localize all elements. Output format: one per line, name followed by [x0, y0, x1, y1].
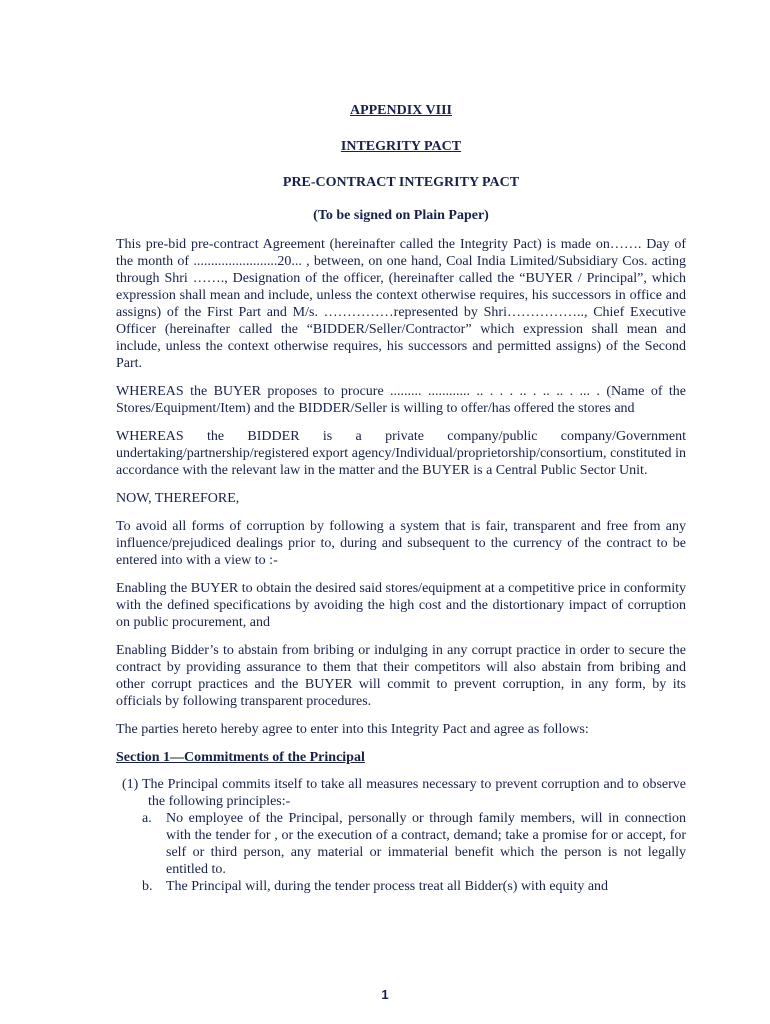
subclause-b — [116, 878, 686, 895]
clause-1: (1) The Principal commits itself to take all measures necessary to prevent corruption and to observe the following principles:- — [122, 777, 686, 809]
appendix-heading: APPENDIX VIII — [349, 103, 453, 118]
document-title: INTEGRITY PACT — [340, 139, 462, 154]
page-number: 1 — [381, 987, 389, 1002]
section-1-title: Section 1—Commitments of the Principal — [116, 750, 365, 765]
subclause-b-marker: b. — [142, 879, 153, 894]
subclause-b-text: The Principal will, during the tender process treat all Bidder(s) with equity and — [166, 879, 609, 894]
signing-note: (To be signed on Plain Paper) — [313, 208, 489, 223]
avoid-corruption-paragraph: To avoid all forms of corruption by following a system that is fair, transparent and free from any influence/prejudiced dealings prior to, during and subsequent to the currency of the contract to be entered into with a view to :- — [116, 519, 686, 568]
document-subtitle: PRE-CONTRACT INTEGRITY PACT — [282, 175, 520, 190]
parties-agree-paragraph: The parties hereto hereby agree to enter into this Integrity Pact and agree as follows: — [116, 722, 589, 737]
now-therefore-paragraph: NOW, THEREFORE, — [116, 491, 240, 506]
enabling-bidders-paragraph: Enabling Bidder’s to abstain from bribing or indulging in any corrupt practice in order to secure the contract by providing assurance to them that their competitors will also abstain from bribing and other corrupt practices and the BUYER will commit to prevent corruption, in any form, by its officials by following transparent procedures. — [116, 643, 686, 709]
subclause-a — [116, 810, 686, 878]
agreement-paragraph: This pre-bid pre-contract Agreement (hereinafter called the Integrity Pact) is made on……. Day of the month of ........................20... , between, on one hand, Coal India Limited/Subsidiary Cos. acting through Shri ……., Designation of the officer, (hereinafter called the “BUYER / Principal”, which expression shall mean and include, unless the context otherwise requires, his successors in office and assigns) of the First Part and M/s. ……………represented by Shri…………….., Chief Executive Officer (hereinafter called the “BIDDER/Seller/Contractor” which expression shall mean and include, unless the context otherwise requires, his successors and permitted assigns) of the Second Part. — [116, 237, 686, 371]
subclause-a-marker: a. — [142, 811, 152, 826]
whereas-bidder-paragraph: WHEREAS the BIDDER is a private company/public company/Government undertaking/partnership/registered export agency/Individual/proprietorship/consortium, constituted in accordance with the relevant law in the matter and the BUYER is a Central Public Sector Unit. — [116, 429, 686, 478]
subclause-a-text: No employee of the Principal, personally or through family members, will in connection with the tender for , or the execution of a contract, demand; take a promise for or accept, for self or third person, any material or immaterial benefit which the person is not legally entitled to. — [166, 811, 686, 877]
enabling-buyer-paragraph: Enabling the BUYER to obtain the desired said stores/equipment at a competitive price in conformity with the defined specifications by avoiding the high cost and the distortionary impact of corruption on public procurement, and — [116, 581, 686, 630]
whereas-buyer-paragraph: WHEREAS the BUYER proposes to procure ......... ............ .. . . . .. . .. .. . ... . (Name of the Stores/Equipment/Item) and the BIDDER/Seller is willing to offer/has offered the stores and — [116, 384, 686, 416]
